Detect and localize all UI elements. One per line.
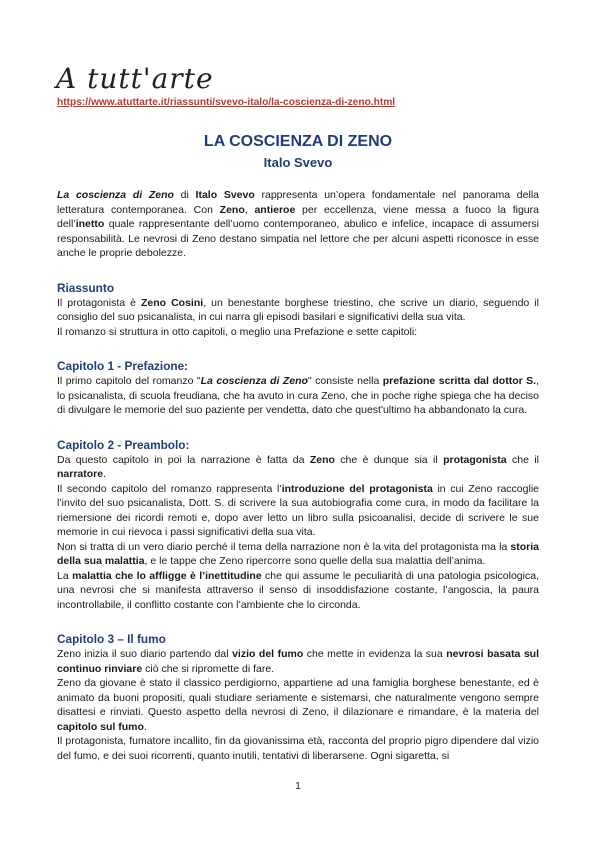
intro-paragraph: La coscienza di Zeno di Italo Svevo rappresenta un’opera fondamentale nel panorama della letteratura contemporanea. Con Zeno, antieroe per eccellenza, viene messa a fuoco la figura dell’inetto quale rappresentante dell’uomo contemporaneo, abulico e infelice, incapace di assumersi responsabilità. Le nevrosi di Zeno destano simpatia nel lettore che per alcuni aspetti riconosce in esse anche le proprie debolezze. [57, 189, 539, 259]
title-block [0, 133, 596, 151]
section-heading-cap2: Capitolo 2 - Preambolo: [57, 437, 190, 452]
page-number: 1 [295, 781, 301, 792]
source-link[interactable]: https://www.atuttarte.it/riassunti/svevo-italo/la-coscienza-di-zeno.html [57, 97, 396, 108]
cap3-paragraph-1: Zeno inizia il suo diario partendo dal vizio del fumo che mette in evidenza la sua nevrosi basata sul continuo rinviare ciò che si ripromette di fare. [57, 648, 539, 675]
section-heading-cap1: Capitolo 1 - Prefazione: [57, 359, 189, 373]
cap3-paragraph-2: Zeno da giovane è stato il classico perdigiorno, appartiene ad una famiglia borghese benestante, ed è animato da buoni propositi, quali studiare seriamente e sistemarsi, che naturalmente vengono sempre disattesi e rinviati. Questo aspetto della nevrosi di Zeno, il dilazionare e rimandare, è la materia del capitolo sul fumo. [57, 677, 539, 733]
riassunto-paragraph: Il protagonista è Zeno Cosini, un benestante borghese triestino, che scrive un diario, seguendo il consiglio del suo psicanalista, in cui narra gli episodi basilari e significativi della sua vita. [57, 296, 539, 323]
cap2-paragraph-2: Il secondo capitolo del romanzo rappresenta l’introduzione del protagonista in cui Zeno raccoglie l’invito del suo psicanalista, Dott. S. di scrivere la sua autobiografia come cura, in modo da facilitare la riemersione dei ricordi remoti e, dopo aver letto un libro sulla psicoanalisi, decide di scrivere le sue memorie in cui rievoca i passi significativi della sua vita. [57, 482, 539, 538]
section-heading-cap3: Capitolo 3 – Il fumo [57, 632, 166, 646]
document-title: LA COSCIENZA DI ZENO [203, 133, 393, 150]
cap1-paragraph: Il primo capitolo del romanzo "La coscienza di Zeno" consiste nella prefazione scritta dal dottor S., lo psicanalista, di scuola freudiana, che ha avuto in cura Zeno, che in poche righe spiega che ha deciso di divulgare le memorie del suo paziente per vendetta, dato che quest'ultimo ha abbandonato la cura. [57, 375, 540, 416]
cap2-paragraph-3: Non si tratta di un vero diario perché il tema della narrazione non è la vita del protagonista ma la storia della sua malattia, e le tappe che Zeno ripercorre sono quelle della sua malattia dell’anima. [57, 540, 539, 567]
section-heading-riassunto: Riassunto [57, 280, 115, 295]
site-logo: A tutt'arte [56, 62, 214, 95]
document-author: Italo Svevo [263, 155, 333, 170]
cap3-paragraph-3: Il protagonista, fumatore incallito, fin da giovanissima età, racconta del proprio pigro dipendere dal vizio del fumo, e dei suoi ricorrenti, quanto inutili, tentativi di liberarsene. Ogni sigaretta, si [57, 735, 539, 762]
riassunto-structure: Il romanzo si struttura in otto capitoli, o meglio una Prefazione e sette capitoli: [57, 325, 418, 338]
cap2-paragraph-1: Da questo capitolo in poi la narrazione è fatta da Zeno che è dunque sia il protagonista che il narratore. [57, 453, 540, 480]
document-body [57, 188, 539, 763]
cap2-paragraph-4: La malattia che lo affligge è l’inettitudine che qui assume le peculiarità di una patologia psicologica, una nevrosi che si manifesta attraverso il senso di insoddisfazione costante, l’angoscia, la paura incontrollabile, il conflitto costante con l’ambiente che lo circonda. [57, 569, 539, 611]
